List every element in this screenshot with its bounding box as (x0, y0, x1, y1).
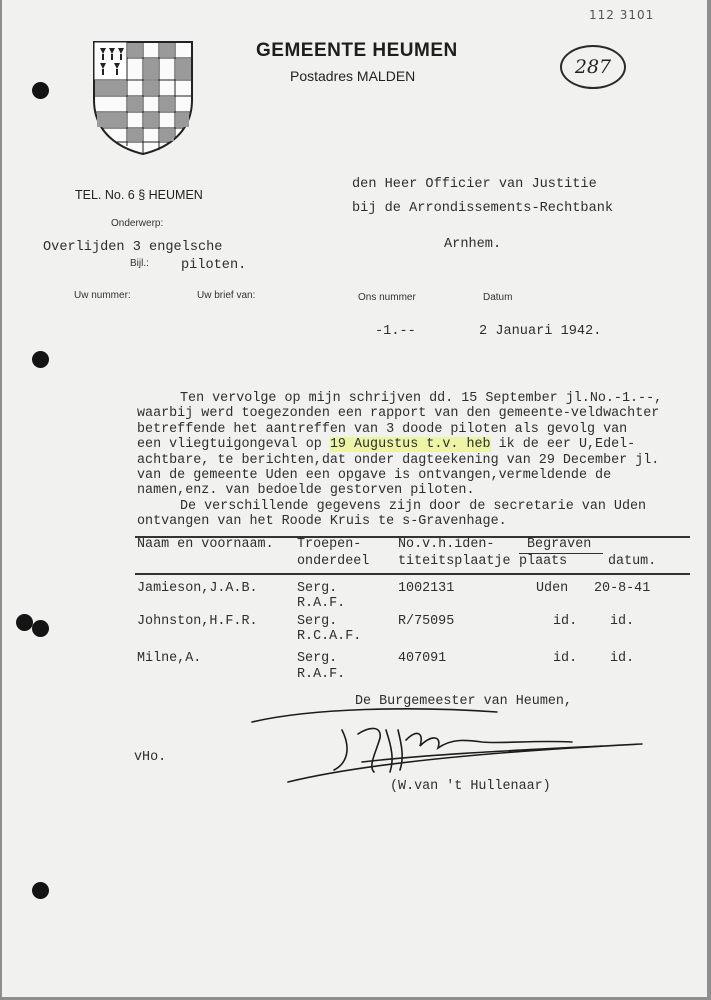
header-tag-2: titeitsplaatje (398, 554, 511, 569)
punch-hole (32, 82, 49, 99)
recipient-line-2: bij de Arrondissements-Rechtbank (352, 201, 614, 216)
header-name: Naam en voornaam. (137, 537, 274, 552)
coat-of-arms-logo (90, 38, 196, 156)
table-row-tag: R/75095 (398, 614, 455, 629)
table-row-place: id. (553, 614, 578, 629)
body-line: van de gemeente Uden een opgave is ontvangen,vermeldende de (137, 468, 612, 484)
date-label: Datum (483, 292, 513, 303)
table-row-rank: Serg. (297, 581, 338, 596)
table-row-place: id. (553, 651, 578, 666)
table-row-name: Jamieson,J.A.B. (137, 581, 258, 596)
table-row-tag: 407091 (398, 651, 447, 666)
circled-number (560, 45, 626, 89)
punch-hole (32, 882, 49, 899)
header-tag-1: No.v.h.iden- (398, 537, 495, 552)
closing-line: De Burgemeester van Heumen, (355, 694, 572, 709)
body-line: ontvangen van het Roode Kruis te s-Gravenhage. (137, 514, 507, 530)
signatory-name: (W.van 't Hullenaar) (390, 779, 551, 794)
date-value: 2 Januari 1942. (479, 324, 602, 339)
table-row-rank: Serg. (297, 651, 338, 666)
body-line (137, 437, 697, 452)
our-number-value: -1.-- (375, 324, 416, 339)
table-row-rank: Serg. (297, 614, 338, 629)
header-unit-2: onderdeel (297, 554, 370, 569)
body-line: betreffende het aantreffen van 3 doode piloten als gevolg van (137, 421, 628, 437)
initials: vHo. (134, 750, 167, 765)
punch-hole (32, 351, 49, 368)
document-page (2, 0, 707, 997)
table-row-date: 20-8-41 (594, 581, 651, 596)
recipient-line-1: den Heer Officier van Justitie (352, 177, 597, 192)
table-row-unit: R.A.F. (297, 596, 346, 611)
punch-hole (32, 620, 49, 637)
postal-address: Postadres MALDEN (290, 68, 416, 84)
table-row-unit: R.A.F. (297, 667, 346, 682)
recipient-line-3: Arnhem. (444, 237, 502, 252)
table-row-tag: 1002131 (398, 581, 455, 596)
letter-body (137, 391, 697, 530)
punch-hole (16, 614, 33, 631)
circled-number-text: 287 (574, 56, 612, 78)
our-number-label: Ons nummer (358, 292, 416, 303)
table-header-rule (135, 573, 690, 575)
telephone-number: TEL. No. 6 § HEUMEN (75, 188, 203, 202)
body-text-segment: een vliegtuigongeval op (137, 437, 330, 453)
body-line: De verschillende gegevens zijn door de secretarie van Uden (180, 498, 647, 514)
your-letter-label: Uw brief van: (197, 290, 256, 301)
table-row-unit: R.C.A.F. (297, 629, 362, 644)
table-row-place: Uden (536, 581, 569, 596)
header-buried: Begraven (527, 537, 592, 552)
subject-line-1: Overlijden 3 engelsche (43, 240, 223, 255)
subject-line-2: piloten. (181, 258, 247, 273)
body-line: Ten vervolge op mijn schrijven dd. 15 September jl.No.-1.--, (180, 391, 663, 406)
table-row-name: Johnston,H.F.R. (137, 614, 258, 629)
header-place: plaats (519, 554, 568, 569)
archive-reference: 112 3101 (589, 8, 655, 22)
subject-label: Onderwerp: (111, 218, 164, 229)
table-row-date: id. (610, 651, 635, 666)
header-unit-1: Troepen- (297, 537, 362, 552)
municipality-name: GEMEENTE HEUMEN (256, 40, 458, 61)
enclosure-label: Bijl.: (130, 258, 149, 269)
highlighted-date: 19 Augustus t.v. heb (329, 437, 491, 453)
table-row-date: id. (610, 614, 635, 629)
body-line: namen,enz. van bedoelde gestorven piloten. (137, 483, 475, 499)
body-line: achtbare, te berichten,dat onder dagteekening van 29 December jl. (137, 452, 660, 468)
header-date: datum. (608, 554, 657, 569)
your-number-label: Uw nummer: (74, 290, 131, 301)
body-line: waarbij werd toegezonden een rapport van den gemeente-veldwachter (137, 406, 660, 422)
table-row-name: Milne,A. (137, 651, 202, 666)
body-text-segment: ik de eer U,Edel- (490, 437, 636, 453)
